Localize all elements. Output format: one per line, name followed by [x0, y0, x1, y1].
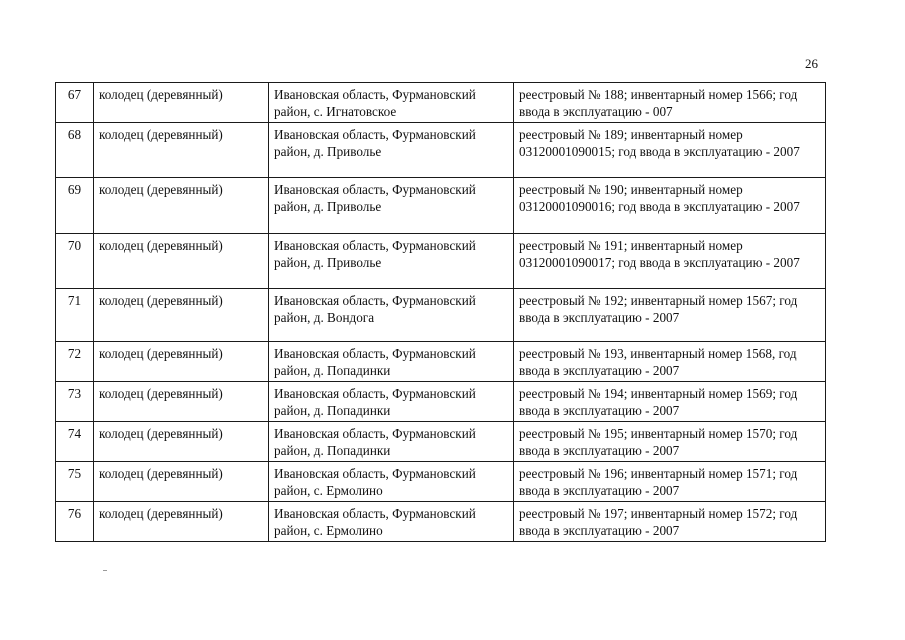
scan-mark — [103, 570, 107, 571]
row-number: 69 — [56, 178, 94, 234]
object-address: Ивановская область, Фурмановский район, с. Ермолино — [269, 502, 514, 542]
object-registry-info: реестровый № 192; инвентарный номер 1567; год ввода в эксплуатацию - 2007 — [514, 289, 826, 342]
object-name: колодец (деревянный) — [94, 462, 269, 502]
object-name: колодец (деревянный) — [94, 234, 269, 289]
object-registry-info: реестровый № 194; инвентарный номер 1569; год ввода в эксплуатацию - 2007 — [514, 382, 826, 422]
object-address: Ивановская область, Фурмановский район, д. Приволье — [269, 234, 514, 289]
registry-table — [55, 82, 826, 542]
object-address: Ивановская область, Фурмановский район, д. Попадинки — [269, 342, 514, 382]
row-number: 70 — [56, 234, 94, 289]
table-row — [56, 342, 826, 382]
row-number: 75 — [56, 462, 94, 502]
row-number: 72 — [56, 342, 94, 382]
object-registry-info: реестровый № 190; инвентарный номер 03120001090016; год ввода в эксплуатацию - 2007 — [514, 178, 826, 234]
object-address: Ивановская область, Фурмановский район, д. Приволье — [269, 123, 514, 178]
object-address: Ивановская область, Фурмановский район, д. Вондога — [269, 289, 514, 342]
object-name: колодец (деревянный) — [94, 342, 269, 382]
page-number: 26 — [805, 56, 818, 71]
table-row — [56, 502, 826, 542]
table-row — [56, 382, 826, 422]
object-registry-info: реестровый № 195; инвентарный номер 1570; год ввода в эксплуатацию - 2007 — [514, 422, 826, 462]
table-row — [56, 123, 826, 178]
row-number: 67 — [56, 83, 94, 123]
object-registry-info: реестровый № 193, инвентарный номер 1568, год ввода в эксплуатацию - 2007 — [514, 342, 826, 382]
table-row — [56, 83, 826, 123]
table-row — [56, 289, 826, 342]
table-row — [56, 178, 826, 234]
object-registry-info: реестровый № 191; инвентарный номер 03120001090017; год ввода в эксплуатацию - 2007 — [514, 234, 826, 289]
object-name: колодец (деревянный) — [94, 382, 269, 422]
object-name: колодец (деревянный) — [94, 178, 269, 234]
table-row — [56, 462, 826, 502]
object-address: Ивановская область, Фурмановский район, с. Ермолино — [269, 462, 514, 502]
object-address: Ивановская область, Фурмановский район, с. Игнатовское — [269, 83, 514, 123]
table-row — [56, 422, 826, 462]
object-registry-info: реестровый № 196; инвентарный номер 1571; год ввода в эксплуатацию - 2007 — [514, 462, 826, 502]
row-number: 68 — [56, 123, 94, 178]
object-address: Ивановская область, Фурмановский район, д. Попадинки — [269, 382, 514, 422]
object-registry-info: реестровый № 188; инвентарный номер 1566; год ввода в эксплуатацию - 007 — [514, 83, 826, 123]
object-name: колодец (деревянный) — [94, 502, 269, 542]
object-name: колодец (деревянный) — [94, 83, 269, 123]
object-address: Ивановская область, Фурмановский район, д. Попадинки — [269, 422, 514, 462]
table-row — [56, 234, 826, 289]
object-name: колодец (деревянный) — [94, 123, 269, 178]
object-name: колодец (деревянный) — [94, 422, 269, 462]
object-name: колодец (деревянный) — [94, 289, 269, 342]
row-number: 76 — [56, 502, 94, 542]
object-registry-info: реестровый № 197; инвентарный номер 1572; год ввода в эксплуатацию - 2007 — [514, 502, 826, 542]
object-address: Ивановская область, Фурмановский район, д. Приволье — [269, 178, 514, 234]
row-number: 73 — [56, 382, 94, 422]
row-number: 74 — [56, 422, 94, 462]
object-registry-info: реестровый № 189; инвентарный номер 03120001090015; год ввода в эксплуатацию - 2007 — [514, 123, 826, 178]
row-number: 71 — [56, 289, 94, 342]
